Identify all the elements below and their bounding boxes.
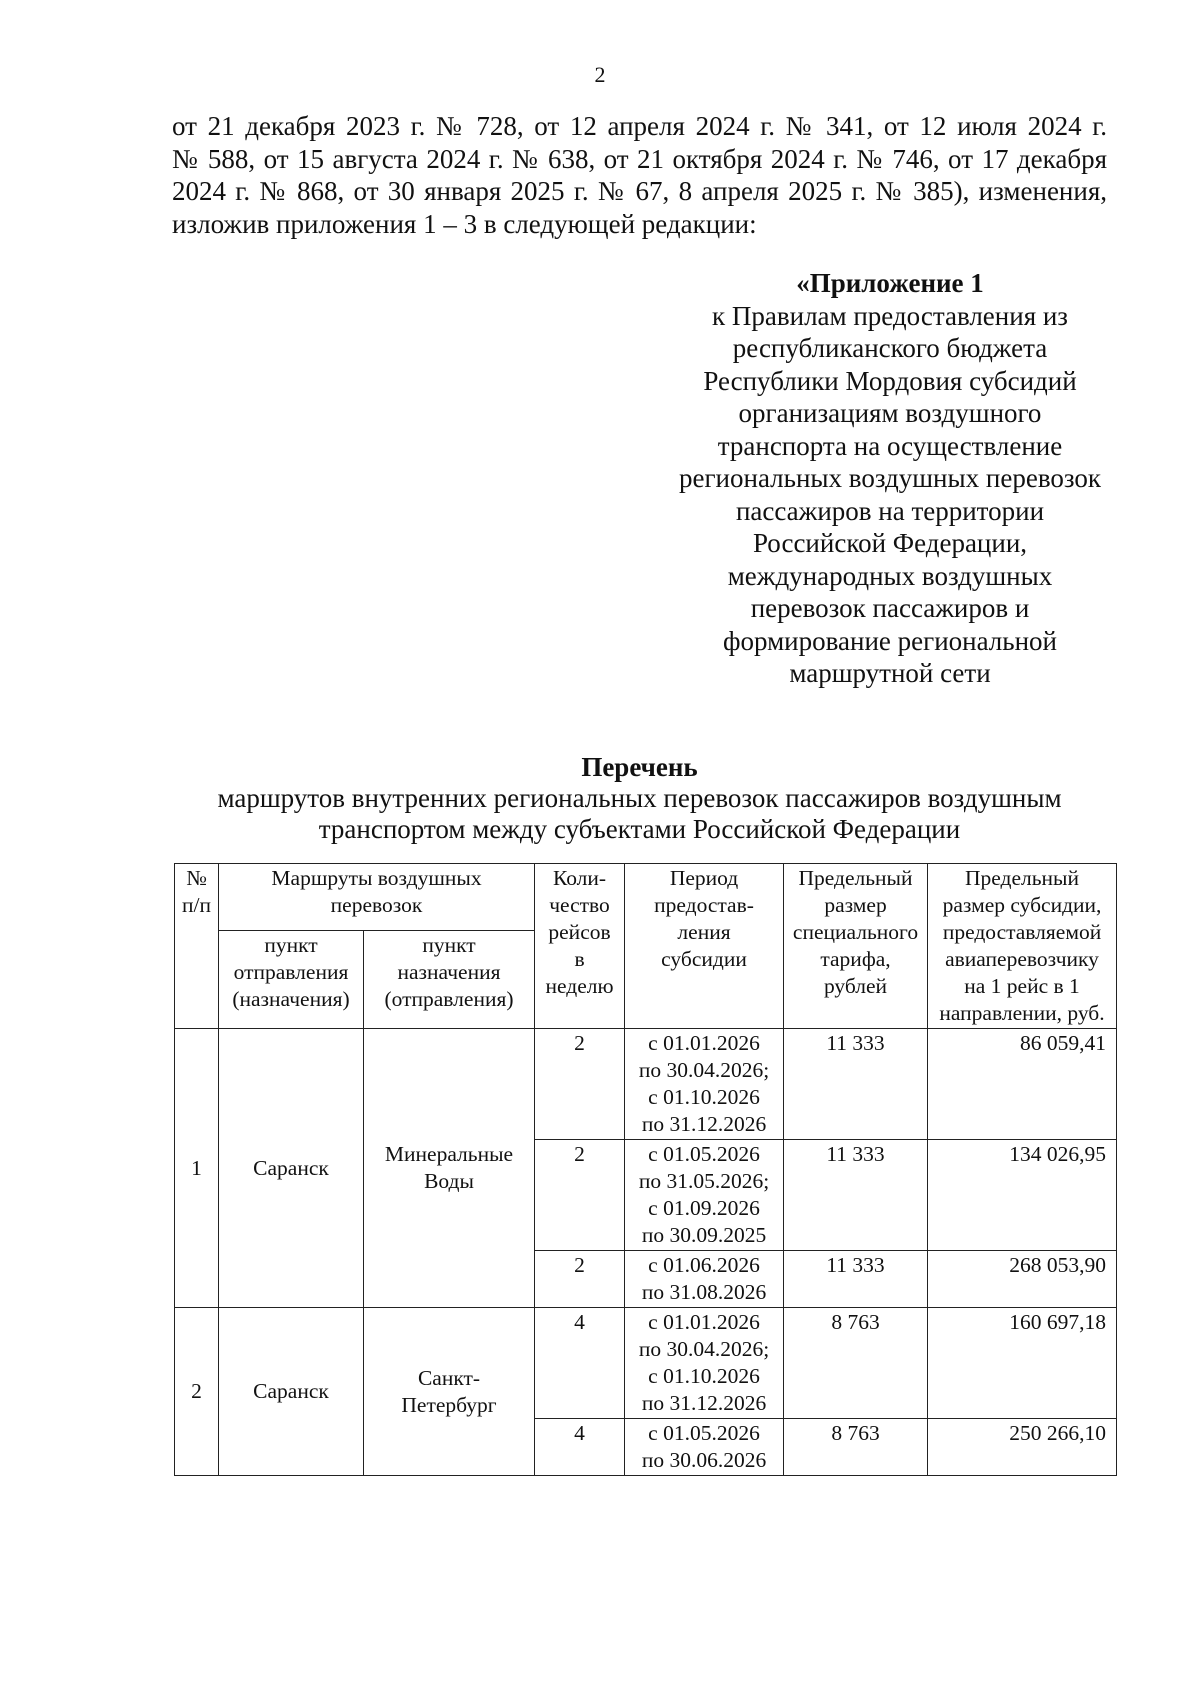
list-subtitle-line: маршрутов внутренних региональных перевозок пассажиров воздушным	[217, 783, 1062, 813]
flights-per-week: 4	[535, 1419, 625, 1476]
table-row	[175, 1029, 1117, 1140]
flights-per-week: 4	[535, 1308, 625, 1419]
appendix-line: перевозок пассажиров и	[750, 593, 1030, 623]
intro-line: изложив приложения 1 – 3 в следующей редакции:	[172, 208, 757, 239]
flights-per-week: 2	[535, 1140, 625, 1251]
appendix-line: организациям воздушного	[738, 398, 1042, 428]
appendix-line: Республики Мордовия субсидий	[703, 365, 1077, 396]
routes-table	[174, 863, 1117, 1476]
header-flights: Коли- чество рейсов в неделю	[535, 864, 625, 1029]
max-subsidy: 268 053,90	[928, 1251, 1117, 1308]
subsidy-period: с 01.05.2026 по 30.06.2026	[625, 1419, 784, 1476]
max-subsidy: 86 059,41	[928, 1029, 1117, 1140]
max-subsidy: 134 026,95	[928, 1140, 1117, 1251]
subsidy-period: с 01.01.2026 по 30.04.2026; с 01.10.2026 по 31.12.2026	[625, 1308, 784, 1419]
appendix-line: республиканского бюджета	[732, 333, 1048, 363]
table-header-row	[175, 864, 1117, 931]
special-tariff: 11 333	[784, 1140, 928, 1251]
route-number: 2	[175, 1308, 219, 1476]
appendix-line: маршрутной сети	[789, 658, 991, 688]
appendix-line: пассажиров на территории	[735, 495, 1045, 526]
appendix-title: «Приложение 1	[796, 268, 984, 298]
appendix-line: Российской Федерации,	[752, 528, 1028, 558]
special-tariff: 11 333	[784, 1251, 928, 1308]
header-departure: пункт отправления (назначения)	[219, 930, 364, 1028]
page-number: 2	[594, 62, 606, 87]
route-arrival: Минеральные Воды	[364, 1029, 535, 1308]
intro-paragraph	[172, 110, 1107, 240]
route-number: 1	[175, 1029, 219, 1308]
list-title	[172, 752, 1107, 845]
appendix-line: формирование региональной	[723, 625, 1057, 656]
header-period: Период предостав- ления субсидии	[625, 864, 784, 1029]
header-subsidy: Предельный размер субсидии, предоставляемой авиаперевозчику на 1 рейс в 1 направлении, руб.	[928, 864, 1117, 1029]
subsidy-period: с 01.01.2026 по 30.04.2026; с 01.10.2026 по 31.12.2026	[625, 1029, 784, 1140]
header-routes: Маршруты воздушных перевозок	[219, 864, 535, 931]
subsidy-period: с 01.05.2026 по 31.05.2026; с 01.09.2026 по 30.09.2025	[625, 1140, 784, 1251]
list-heading: Перечень	[581, 752, 698, 782]
special-tariff: 11 333	[784, 1029, 928, 1140]
max-subsidy: 160 697,18	[928, 1308, 1117, 1419]
appendix-header	[660, 267, 1120, 690]
flights-per-week: 2	[535, 1029, 625, 1140]
route-departure: Саранск	[219, 1308, 364, 1476]
appendix-line: международных воздушных	[727, 560, 1053, 591]
flights-per-week: 2	[535, 1251, 625, 1308]
route-departure: Саранск	[219, 1029, 364, 1308]
subsidy-period: с 01.06.2026 по 31.08.2026	[625, 1251, 784, 1308]
max-subsidy: 250 266,10	[928, 1419, 1117, 1476]
header-tariff: Предельный размер специального тарифа, рублей	[784, 864, 928, 1029]
appendix-line: к Правилам предоставления из	[712, 300, 1068, 331]
special-tariff: 8 763	[784, 1419, 928, 1476]
intro-line: от 21 декабря 2023 г. № 728, от 12 апреля 2024 г. № 341, от 12 июля 2024 г.	[172, 111, 1107, 141]
appendix-line: региональных воздушных перевозок	[678, 463, 1102, 493]
header-arrival: пункт назначения (отправления)	[364, 930, 535, 1028]
route-arrival: Санкт- Петербург	[364, 1308, 535, 1476]
header-num: № п/п	[175, 864, 219, 1029]
appendix-line: транспорта на осуществление	[717, 430, 1063, 461]
intro-line: № 588, от 15 августа 2024 г. № 638, от 21 октября 2024 г. № 746, от 17 декабря	[172, 143, 1107, 174]
special-tariff: 8 763	[784, 1308, 928, 1419]
intro-line: 2024 г. № 868, от 30 января 2025 г. № 67, 8 апреля 2025 г. № 385), изменения,	[172, 176, 1107, 206]
list-subtitle-line: транспортом между субъектами Российской Федерации	[318, 814, 961, 844]
table-row	[175, 1308, 1117, 1419]
